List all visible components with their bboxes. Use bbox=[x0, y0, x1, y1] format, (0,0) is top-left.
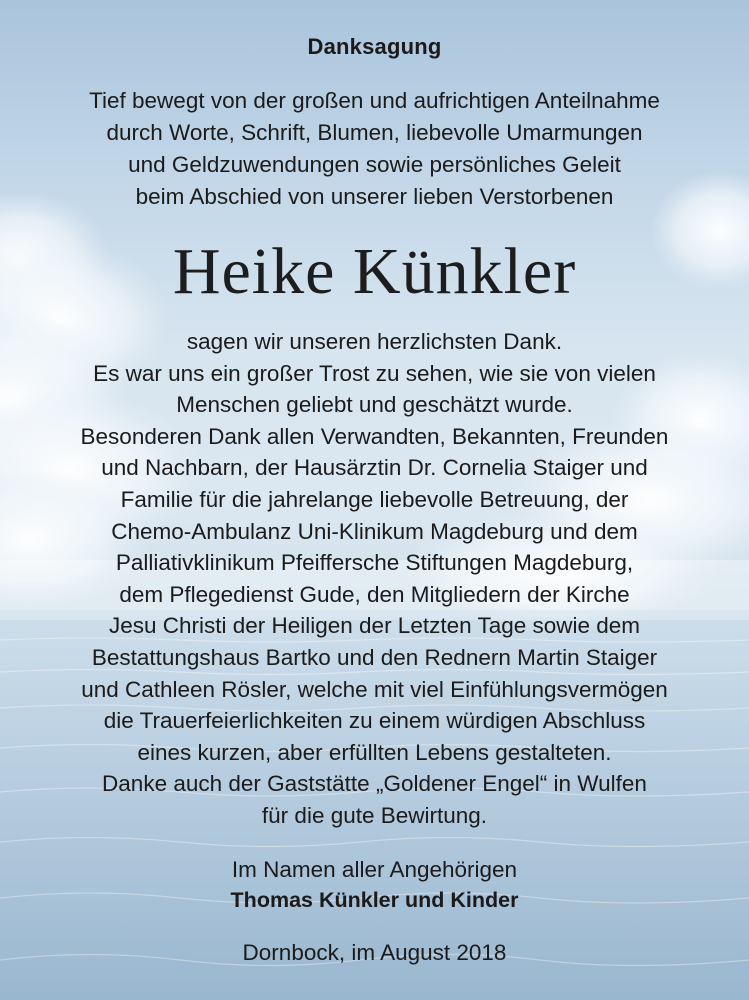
deceased-name: Heike Künkler bbox=[172, 235, 577, 308]
intro-paragraph bbox=[0, 85, 749, 213]
thanks-paragraph bbox=[0, 326, 749, 832]
heading-danksagung: Danksagung bbox=[307, 34, 442, 59]
signature-names: Thomas Künkler und Kinder bbox=[230, 888, 519, 912]
body-line: dem Pflegedienst Gude, den Mitgliedern der Kirche bbox=[119, 581, 630, 607]
body-line: die Trauerfeierlichkeiten zu einem würdigen Abschluss bbox=[103, 708, 646, 734]
body-line: Besonderen Dank allen Verwandten, Bekannten, Freunden bbox=[80, 423, 669, 449]
intro-line: durch Worte, Schrift, Blumen, liebevolle Umarmungen bbox=[106, 120, 643, 145]
body-line: Danke auch der Gaststätte „Goldener Engel“ in Wulfen bbox=[102, 771, 647, 797]
body-line: sagen wir unseren herzlichsten Dank. bbox=[186, 329, 563, 354]
body-line: Menschen geliebt und geschätzt wurde. bbox=[176, 392, 573, 418]
body-line: und Cathleen Rösler, welche mit viel Einfühlungsvermögen bbox=[81, 676, 668, 702]
body-line: Familie für die jahrelange liebevolle Betreuung, der bbox=[120, 486, 629, 512]
place-and-date: Dornbock, im August 2018 bbox=[242, 940, 507, 965]
body-line: Palliativklinikum Pfeiffersche Stiftungen Magdeburg, bbox=[115, 550, 634, 576]
body-line: und Nachbarn, der Hausärztin Dr. Cornelia Staiger und bbox=[101, 455, 648, 481]
body-line: Jesu Christi der Heiligen der Letzten Tage sowie dem bbox=[108, 613, 641, 639]
body-line: Chemo-Ambulanz Uni-Klinikum Magdeburg und dem bbox=[111, 518, 638, 544]
body-line: Bestattungshaus Bartko und den Rednern Martin Staiger bbox=[91, 644, 658, 670]
signature-intro: Im Namen aller Angehörigen bbox=[231, 857, 518, 882]
intro-line: Tief bewegt von der großen und aufrichtigen Anteilnahme bbox=[89, 88, 660, 113]
body-line: eines kurzen, aber erfüllten Lebens gestalteten. bbox=[137, 739, 612, 765]
body-line: Es war uns ein großer Trost zu sehen, wie sie von vielen bbox=[93, 360, 656, 386]
intro-line: und Geldzuwendungen sowie persönliches Geleit bbox=[128, 152, 621, 177]
intro-line: beim Abschied von unserer lieben Verstorbenen bbox=[135, 184, 614, 209]
body-line: für die gute Bewirtung. bbox=[261, 802, 488, 828]
